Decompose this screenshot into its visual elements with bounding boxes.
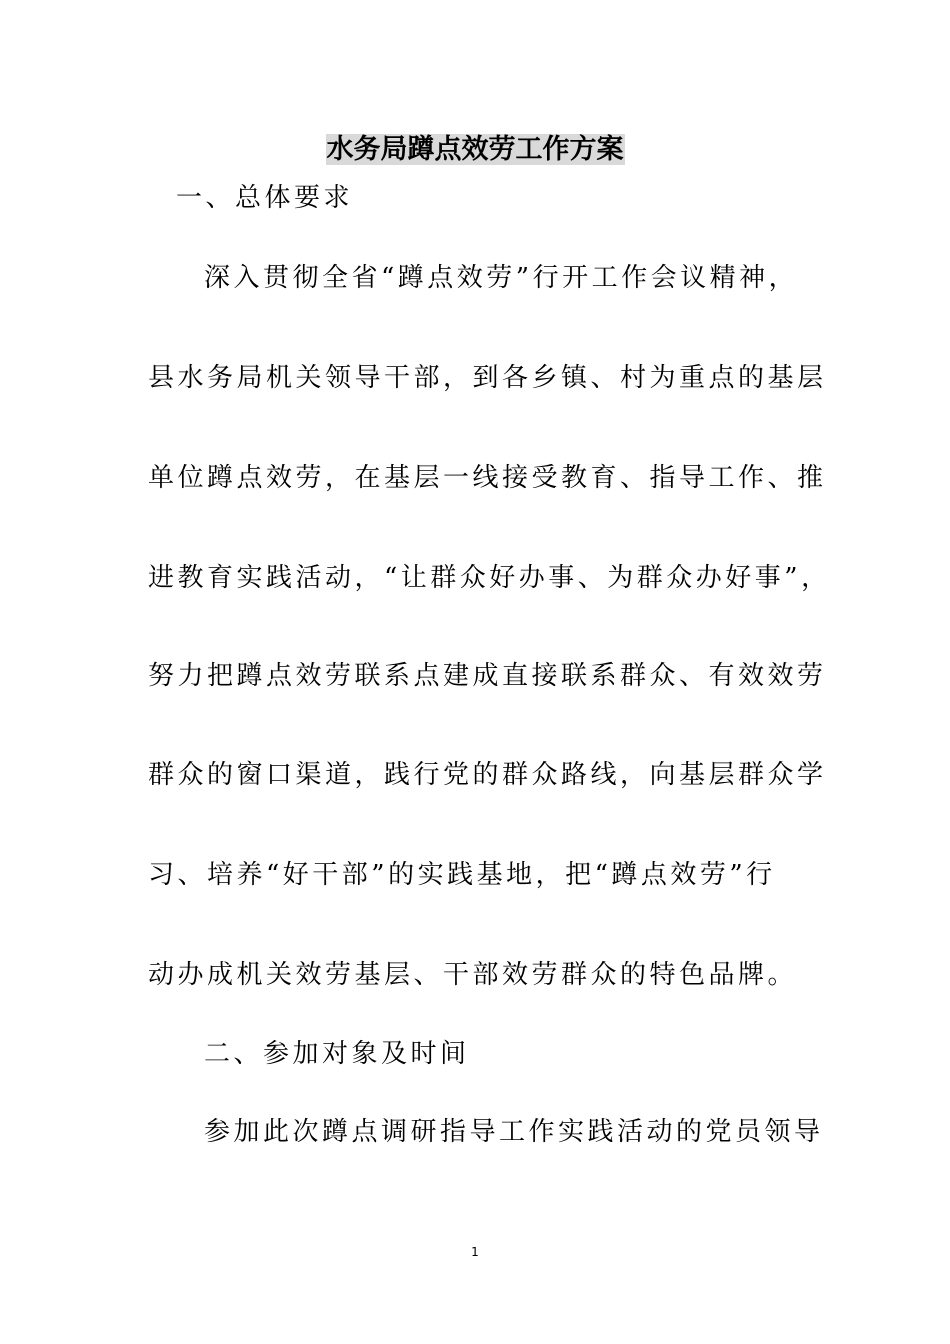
section-heading-2: 二、参加对象及时间 (204, 1039, 470, 1069)
section-heading-1: 一、总体要求 (176, 183, 354, 213)
paragraph-line: 参加此次蹲点调研指导工作实践活动的党员领导 (204, 1117, 824, 1147)
paragraph-line: 习、培养“好干部”的实践基地，把“蹲点效劳”行 (148, 860, 776, 890)
document-title (0, 128, 950, 172)
paragraph-line: 单位蹲点效劳，在基层一线接受教育、指导工作、推 (148, 463, 827, 493)
paragraph-line: 群众的窗口渠道，践行党的群众路线，向基层群众学 (148, 760, 827, 790)
paragraph-line: 努力把蹲点效劳联系点建成直接联系群众、有效效劳 (148, 661, 827, 691)
paragraph-line: 进教育实践活动，“让群众好办事、为群众办好事”， (148, 563, 831, 593)
paragraph-line: 深入贯彻全省“蹲点效劳”行开工作会议精神， (204, 263, 799, 293)
page-number: 1 (471, 1245, 479, 1259)
paragraph-line: 动办成机关效劳基层、干部效劳群众的特色品牌。 (148, 960, 798, 990)
paragraph-line: 县水务局机关领导干部，到各乡镇、村为重点的基层 (148, 363, 827, 393)
document-title-text: 水务局蹲点效劳工作方案 (326, 134, 624, 165)
